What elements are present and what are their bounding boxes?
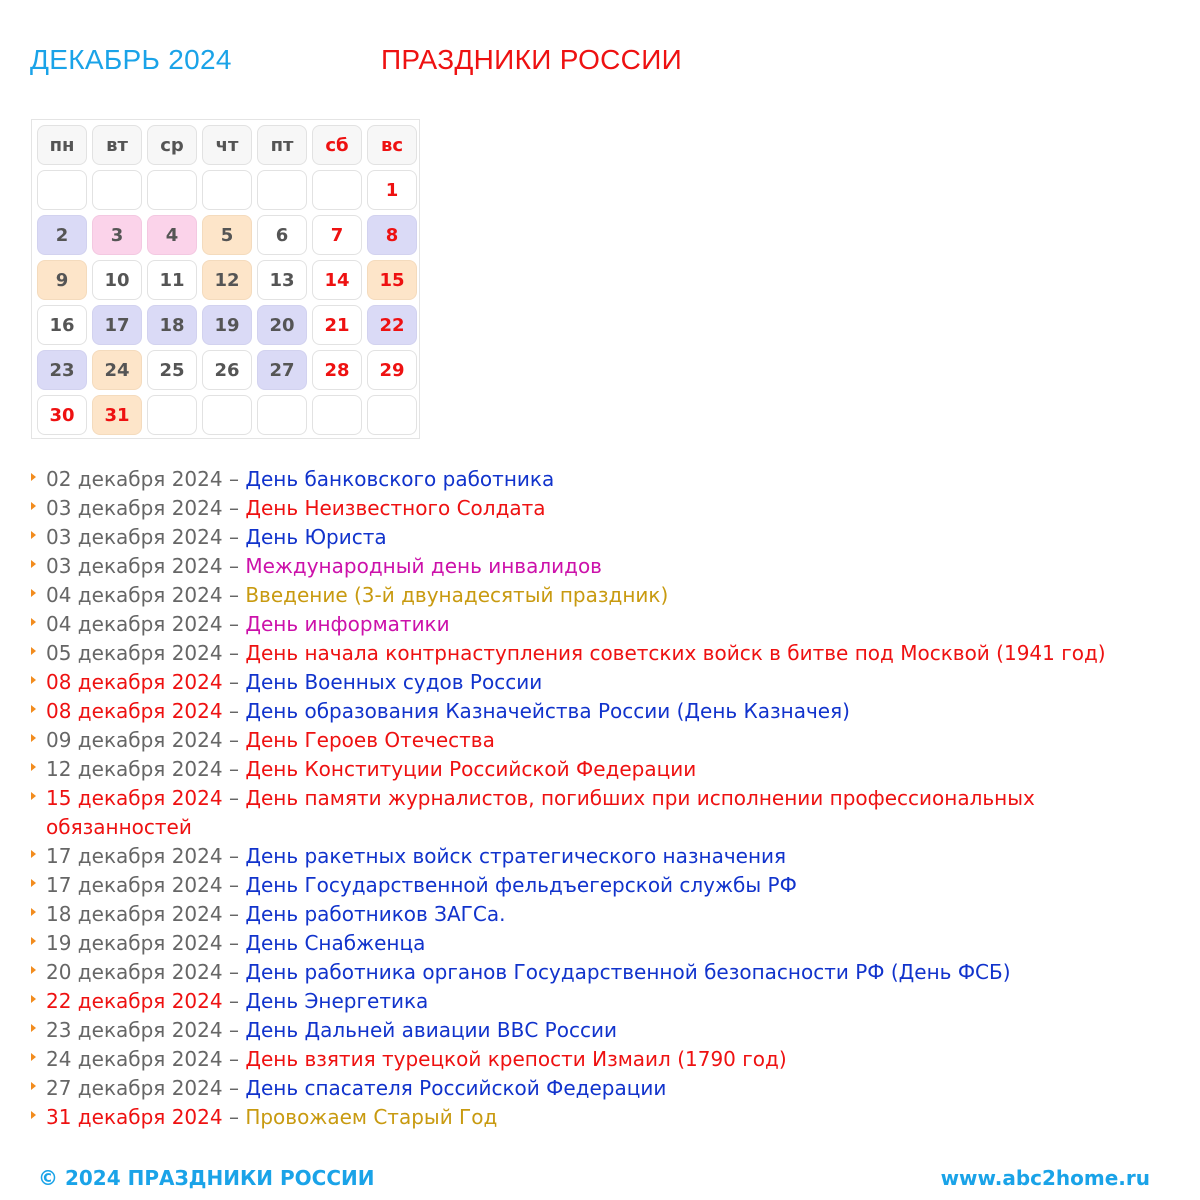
bullet-arrow-icon — [31, 937, 36, 945]
dash-separator: – — [228, 1105, 239, 1129]
dash-separator: – — [228, 989, 239, 1013]
holiday-name[interactable]: День Дальней авиации ВВС России — [245, 1018, 617, 1042]
bullet-arrow-icon — [31, 647, 36, 655]
holiday-list-item — [30, 755, 1190, 784]
weekday-header: сб — [312, 125, 362, 165]
holiday-list-item — [30, 668, 1190, 697]
holiday-date: 22 декабря 2024 — [46, 989, 223, 1013]
bullet-arrow-icon — [31, 908, 36, 916]
dash-separator: – — [228, 612, 239, 636]
bullet-arrow-icon — [31, 1024, 36, 1032]
holiday-name[interactable]: День Неизвестного Солдата — [245, 496, 546, 520]
month-title: ДЕКАБРЬ 2024 — [30, 44, 232, 75]
dash-separator: – — [228, 670, 239, 694]
holiday-list-item — [30, 900, 1190, 929]
holiday-name[interactable]: День Юриста — [245, 525, 387, 549]
calendar-day: 8 — [367, 215, 417, 255]
holiday-date: 18 декабря 2024 — [46, 902, 223, 926]
calendar-day: 6 — [257, 215, 307, 255]
calendar-day: 3 — [92, 215, 142, 255]
calendar-empty-cell — [147, 395, 197, 435]
holiday-name[interactable]: Провожаем Старый Год — [245, 1105, 498, 1129]
holiday-list-item — [30, 465, 1190, 494]
bullet-arrow-icon — [31, 560, 36, 568]
holiday-date: 03 декабря 2024 — [46, 525, 223, 549]
holiday-name[interactable]: День работников ЗАГСа. — [245, 902, 506, 926]
calendar-day: 23 — [37, 350, 87, 390]
holiday-list-item — [30, 784, 1190, 842]
holiday-date: 20 декабря 2024 — [46, 960, 223, 984]
footer-website-link[interactable]: www.abc2home.ru — [940, 1166, 1150, 1190]
dash-separator: – — [228, 757, 239, 781]
dash-separator: – — [228, 960, 239, 984]
bullet-arrow-icon — [31, 531, 36, 539]
calendar-day: 15 — [367, 260, 417, 300]
dash-separator: – — [228, 1018, 239, 1042]
holiday-list-item — [30, 1103, 1190, 1132]
holiday-name[interactable]: День Снабженца — [245, 931, 426, 955]
calendar-day: 7 — [312, 215, 362, 255]
holiday-date: 09 декабря 2024 — [46, 728, 223, 752]
calendar-grid — [37, 125, 417, 435]
holiday-date: 08 декабря 2024 — [46, 699, 223, 723]
dash-separator: – — [228, 1076, 239, 1100]
holiday-list-item — [30, 842, 1190, 871]
holiday-list-item — [30, 1016, 1190, 1045]
calendar-empty-cell — [202, 170, 252, 210]
holiday-list-item — [30, 1074, 1190, 1103]
holiday-date: 27 декабря 2024 — [46, 1076, 223, 1100]
holiday-date: 12 декабря 2024 — [46, 757, 223, 781]
bullet-arrow-icon — [31, 1082, 36, 1090]
dash-separator: – — [228, 873, 239, 897]
weekday-header: пн — [37, 125, 87, 165]
bullet-arrow-icon — [31, 792, 36, 800]
calendar-day: 28 — [312, 350, 362, 390]
holiday-date: 08 декабря 2024 — [46, 670, 223, 694]
bullet-arrow-icon — [31, 966, 36, 974]
bullet-arrow-icon — [31, 734, 36, 742]
holiday-name[interactable]: День ракетных войск стратегического назначения — [245, 844, 787, 868]
weekday-header: вс — [367, 125, 417, 165]
calendar-day: 21 — [312, 305, 362, 345]
holiday-name[interactable]: День начала контрнаступления советских войск в битве под Москвой (1941 год) — [245, 641, 1106, 665]
weekday-header: ср — [147, 125, 197, 165]
holiday-name[interactable]: Введение (3-й двунадесятый праздник) — [245, 583, 669, 607]
calendar-day: 17 — [92, 305, 142, 345]
dash-separator: – — [228, 786, 239, 810]
holiday-date: 15 декабря 2024 — [46, 786, 223, 810]
holiday-name[interactable]: Международный день инвалидов — [245, 554, 602, 578]
holiday-date: 05 декабря 2024 — [46, 641, 223, 665]
calendar-day: 26 — [202, 350, 252, 390]
holiday-list-item — [30, 929, 1190, 958]
weekday-header: вт — [92, 125, 142, 165]
bullet-arrow-icon — [31, 995, 36, 1003]
calendar-day: 9 — [37, 260, 87, 300]
calendar-day: 12 — [202, 260, 252, 300]
holiday-name[interactable]: День памяти журналистов, погибших при исполнении профессиональных — [245, 786, 1035, 810]
holiday-name[interactable]: День Энергетика — [245, 989, 429, 1013]
calendar-empty-cell — [147, 170, 197, 210]
dash-separator: – — [228, 554, 239, 578]
calendar-day: 11 — [147, 260, 197, 300]
site-title: ПРАЗДНИКИ РОССИИ — [381, 44, 683, 75]
calendar-day: 13 — [257, 260, 307, 300]
calendar-day: 1 — [367, 170, 417, 210]
holiday-list-item — [30, 871, 1190, 900]
holiday-date: 17 декабря 2024 — [46, 873, 223, 897]
calendar-day: 24 — [92, 350, 142, 390]
holiday-date: 03 декабря 2024 — [46, 496, 223, 520]
holiday-date: 23 декабря 2024 — [46, 1018, 223, 1042]
dash-separator: – — [228, 699, 239, 723]
bullet-arrow-icon — [31, 676, 36, 684]
calendar-empty-cell — [312, 170, 362, 210]
holiday-date: 17 декабря 2024 — [46, 844, 223, 868]
calendar-day: 30 — [37, 395, 87, 435]
calendar-day: 16 — [37, 305, 87, 345]
calendar-empty-cell — [92, 170, 142, 210]
calendar-day: 5 — [202, 215, 252, 255]
dash-separator: – — [228, 1047, 239, 1071]
holiday-list-item — [30, 958, 1190, 987]
bullet-arrow-icon — [31, 850, 36, 858]
holiday-name[interactable]: День работника органов Государственной безопасности РФ (День ФСБ) — [245, 960, 1011, 984]
bullet-arrow-icon — [31, 589, 36, 597]
calendar-day: 18 — [147, 305, 197, 345]
holiday-list-item — [30, 1045, 1190, 1074]
holiday-name[interactable]: День Героев Отечества — [245, 728, 495, 752]
calendar-day: 31 — [92, 395, 142, 435]
holiday-name[interactable]: День образования Казначейства России (День Казначея) — [245, 699, 850, 723]
holiday-name[interactable]: День спасателя Российской Федерации — [245, 1076, 667, 1100]
bullet-arrow-icon — [31, 618, 36, 626]
holiday-name[interactable]: День Государственной фельдъегерской службы РФ — [245, 873, 797, 897]
holiday-list-item — [30, 697, 1190, 726]
holiday-list-item — [30, 581, 1190, 610]
holiday-list-item — [30, 639, 1190, 668]
holiday-date: 04 декабря 2024 — [46, 612, 223, 636]
holiday-date: 04 декабря 2024 — [46, 583, 223, 607]
dash-separator: – — [228, 641, 239, 665]
month-calendar — [31, 119, 420, 439]
holiday-date: 19 декабря 2024 — [46, 931, 223, 955]
calendar-day: 22 — [367, 305, 417, 345]
holiday-name-continuation[interactable]: обязанностей — [46, 815, 192, 839]
calendar-day: 29 — [367, 350, 417, 390]
dash-separator: – — [228, 844, 239, 868]
bullet-arrow-icon — [31, 705, 36, 713]
holiday-list-item — [30, 726, 1190, 755]
dash-separator: – — [228, 728, 239, 752]
dash-separator: – — [228, 496, 239, 520]
holiday-list-item — [30, 610, 1190, 639]
bullet-arrow-icon — [31, 473, 36, 481]
holiday-name[interactable]: День банковского работника — [245, 467, 555, 491]
bullet-arrow-icon — [31, 763, 36, 771]
dash-separator: – — [228, 902, 239, 926]
holiday-date: 02 декабря 2024 — [46, 467, 223, 491]
calendar-day: 25 — [147, 350, 197, 390]
calendar-day: 20 — [257, 305, 307, 345]
footer-copyright: © 2024 ПРАЗДНИКИ РОССИИ — [38, 1166, 375, 1190]
dash-separator: – — [228, 467, 239, 491]
dash-separator: – — [228, 931, 239, 955]
calendar-day: 19 — [202, 305, 252, 345]
bullet-arrow-icon — [31, 1111, 36, 1119]
holiday-name[interactable]: День Военных судов России — [245, 670, 543, 694]
holiday-list-item — [30, 552, 1190, 581]
holiday-name[interactable]: День взятия турецкой крепости Измаил (1790 год) — [245, 1047, 787, 1071]
holiday-date: 24 декабря 2024 — [46, 1047, 223, 1071]
dash-separator: – — [228, 583, 239, 607]
dash-separator: – — [228, 525, 239, 549]
holiday-name[interactable]: День Конституции Российской Федерации — [245, 757, 697, 781]
calendar-empty-cell — [367, 395, 417, 435]
holiday-list-item — [30, 987, 1190, 1016]
weekday-header: чт — [202, 125, 252, 165]
calendar-empty-cell — [202, 395, 252, 435]
weekday-header: пт — [257, 125, 307, 165]
calendar-day: 10 — [92, 260, 142, 300]
calendar-empty-cell — [257, 170, 307, 210]
bullet-arrow-icon — [31, 879, 36, 887]
holiday-date: 31 декабря 2024 — [46, 1105, 223, 1129]
calendar-day: 4 — [147, 215, 197, 255]
holiday-list-item — [30, 523, 1190, 552]
calendar-day: 14 — [312, 260, 362, 300]
bullet-arrow-icon — [31, 502, 36, 510]
holiday-list-item — [30, 494, 1190, 523]
calendar-empty-cell — [257, 395, 307, 435]
calendar-empty-cell — [312, 395, 362, 435]
calendar-day: 2 — [37, 215, 87, 255]
holiday-date: 03 декабря 2024 — [46, 554, 223, 578]
holiday-list — [30, 465, 1190, 1132]
calendar-empty-cell — [37, 170, 87, 210]
holiday-name[interactable]: День информатики — [245, 612, 450, 636]
calendar-day: 27 — [257, 350, 307, 390]
bullet-arrow-icon — [31, 1053, 36, 1061]
